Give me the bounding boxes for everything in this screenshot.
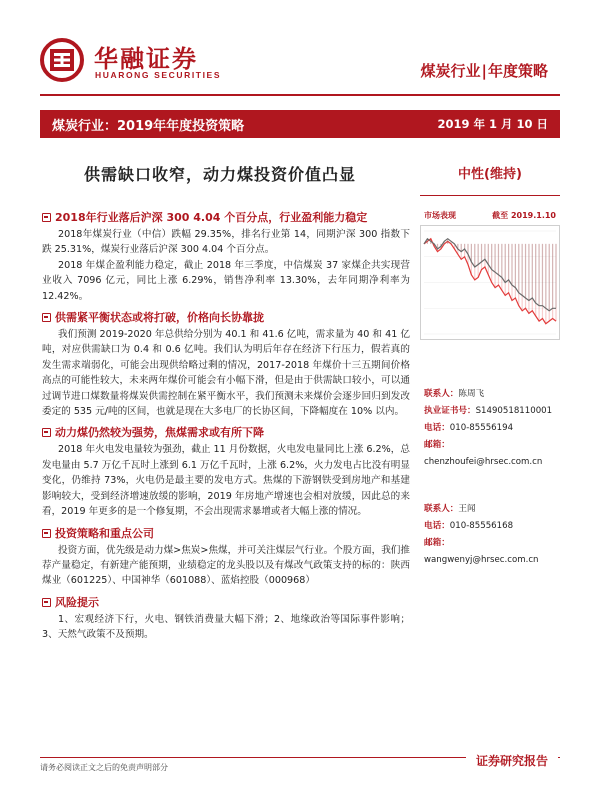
email-address[interactable]: chenzhoufei@hrsec.com.cn bbox=[424, 457, 543, 467]
section bbox=[42, 310, 410, 419]
paragraph: 投资方面，优先级是动力煤>焦炭>焦煤，并可关注煤层气行业。个股方面，我们推荐产量稳定，有新建产能预期，业绩稳定的龙头股以及有煤改气政策支持的标的：陕西煤业（601225）、中国神华（601088）、蓝焰控股（000968） bbox=[42, 544, 410, 587]
section-bullet-icon bbox=[42, 598, 51, 607]
document-type-industry: 煤炭行业 bbox=[420, 62, 481, 80]
paragraph: 1、宏观经济下行，火电、钢铁消费量大幅下滑；2、地缘政治等国际事件影响；3、天然气政策不及预期。 bbox=[42, 613, 410, 641]
document-type-separator: | bbox=[481, 62, 487, 80]
section-heading bbox=[42, 210, 410, 225]
section-bullet-icon bbox=[42, 313, 51, 322]
market-performance-date: 截至 2019.1.10 bbox=[492, 211, 556, 220]
huarong-logo-icon bbox=[40, 38, 84, 82]
section-bullet-icon bbox=[42, 428, 51, 437]
disclaimer-note: 请务必阅读正文之后的免责声明部分 bbox=[40, 763, 168, 772]
brand-name-english: HUARONG SECURITIES bbox=[95, 70, 222, 80]
section-bullet-icon bbox=[42, 529, 51, 538]
report-title: 煤炭行业：2019年年度投资策略 bbox=[52, 118, 245, 134]
brand-name: 华融证券 bbox=[94, 45, 198, 73]
section bbox=[42, 210, 410, 304]
section-heading bbox=[42, 526, 410, 541]
analyst-contact bbox=[424, 386, 552, 471]
analyst-name: 王闻 bbox=[458, 504, 476, 514]
market-performance-header bbox=[420, 210, 560, 221]
section bbox=[42, 425, 410, 519]
phone-number: 010-85556168 bbox=[449, 521, 514, 531]
main-content bbox=[42, 210, 410, 649]
section-title: 2018年行业落后沪深 300 4.04 个百分点，行业盈利能力稳定 bbox=[55, 211, 368, 224]
analyst-name: 陈周飞 bbox=[458, 389, 485, 399]
analyst-contact bbox=[424, 501, 538, 569]
cert-number: S1490518110001 bbox=[475, 406, 553, 416]
footer-label: 证券研究报告 bbox=[466, 752, 558, 772]
email-address[interactable]: wangwenyj@hrsec.com.cn bbox=[424, 555, 539, 565]
header-divider bbox=[40, 94, 560, 96]
phone-number: 010-85556194 bbox=[449, 423, 514, 433]
report-date: 2019 年 1 月 10 日 bbox=[437, 117, 548, 131]
section-title: 供需紧平衡状态或将打破，价格向长协靠拢 bbox=[55, 311, 264, 325]
paragraph: 2018年煤炭行业（中信）跌幅 29.35%，排名行业第 14，同期沪深 300 指数下跌 25.31%，煤炭行业落后沪深 300 4.04 个百分点。 bbox=[42, 229, 410, 256]
paragraph: 2018 年煤企盈利能力稳定，截止 2018 年三季度，中信煤炭 37 家煤企共实现营业收入 7096 亿元，同比上涨 6.29%，销售净利率 13.30%，去年同期净利率为 12.42%。 bbox=[42, 259, 410, 302]
section-heading bbox=[42, 425, 410, 440]
phone-label: 电话： bbox=[424, 423, 450, 433]
market-performance-chart bbox=[420, 225, 560, 340]
section bbox=[42, 526, 410, 589]
title-band bbox=[40, 110, 560, 138]
rating-divider bbox=[420, 195, 560, 196]
analyst-label: 联系人： bbox=[424, 504, 459, 514]
section-title: 动力煤仍然较为强势，焦煤需求或有所下降 bbox=[55, 426, 264, 440]
market-performance-label: 市场表现 bbox=[424, 211, 456, 220]
document-type-category: 年度策略 bbox=[487, 62, 548, 80]
paragraph: 2018 年火电发电量较为强劲，截止 11 月份数据，火电发电量同比上涨 6.2%，总发电量由 5.7 万亿千瓦时上涨到 6.1 万亿千瓦时，上涨 6.2%，火力发电占比没有明显变化，仍维持 73%，火电仍是最主要的发电方式。焦煤的下游钢铁受到房地产和基建影响较大，受到经济增速放缓的影响，2019 年房地产增速也会相对放缓，因此总的来看，2019 年更多的是一个修复期，不会出现需求暴增或者大幅上涨的情况。 bbox=[42, 444, 410, 518]
section-title: 投资策略和重点公司 bbox=[55, 526, 154, 540]
section-heading bbox=[42, 595, 410, 610]
headline: 供需缺口收窄，动力煤投资价值凸显 bbox=[83, 165, 356, 184]
email-label: 邮箱： bbox=[424, 538, 450, 548]
section-heading bbox=[42, 310, 410, 325]
paragraph: 我们预测 2019-2020 年总供给分别为 40.1 和 41.6 亿吨，需求量为 40 和 41 亿吨，对应供需缺口为 0.4 和 0.6 亿吨。我们认为明后年存在经济下行压力，假若真的发生需求端弱化，可能会出现供给略过剩的情况，2017-2018 年煤价十三五期间价格高点的可能性较大，未来两年煤价可能会有小幅下滑，但是由于供需缺口较小，可以通过调节进口煤数量将煤炭供需控制在紧平衡水平，我们预测未来煤价会逐步回归到发改委定的 535 元/吨的区间，也就是现在大多电厂的长协区间，下降幅度在 10% 以内。 bbox=[42, 329, 410, 418]
section-title: 风险提示 bbox=[55, 595, 99, 609]
section bbox=[42, 595, 410, 643]
document-type bbox=[420, 60, 548, 81]
cert-label: 执业证书号： bbox=[424, 406, 476, 416]
sidebar bbox=[420, 210, 560, 344]
rating: 中性(维持) bbox=[458, 167, 522, 182]
email-label: 邮箱： bbox=[424, 440, 450, 450]
analyst-label: 联系人： bbox=[424, 389, 459, 399]
phone-label: 电话： bbox=[424, 521, 450, 531]
section-bullet-icon bbox=[42, 213, 51, 222]
